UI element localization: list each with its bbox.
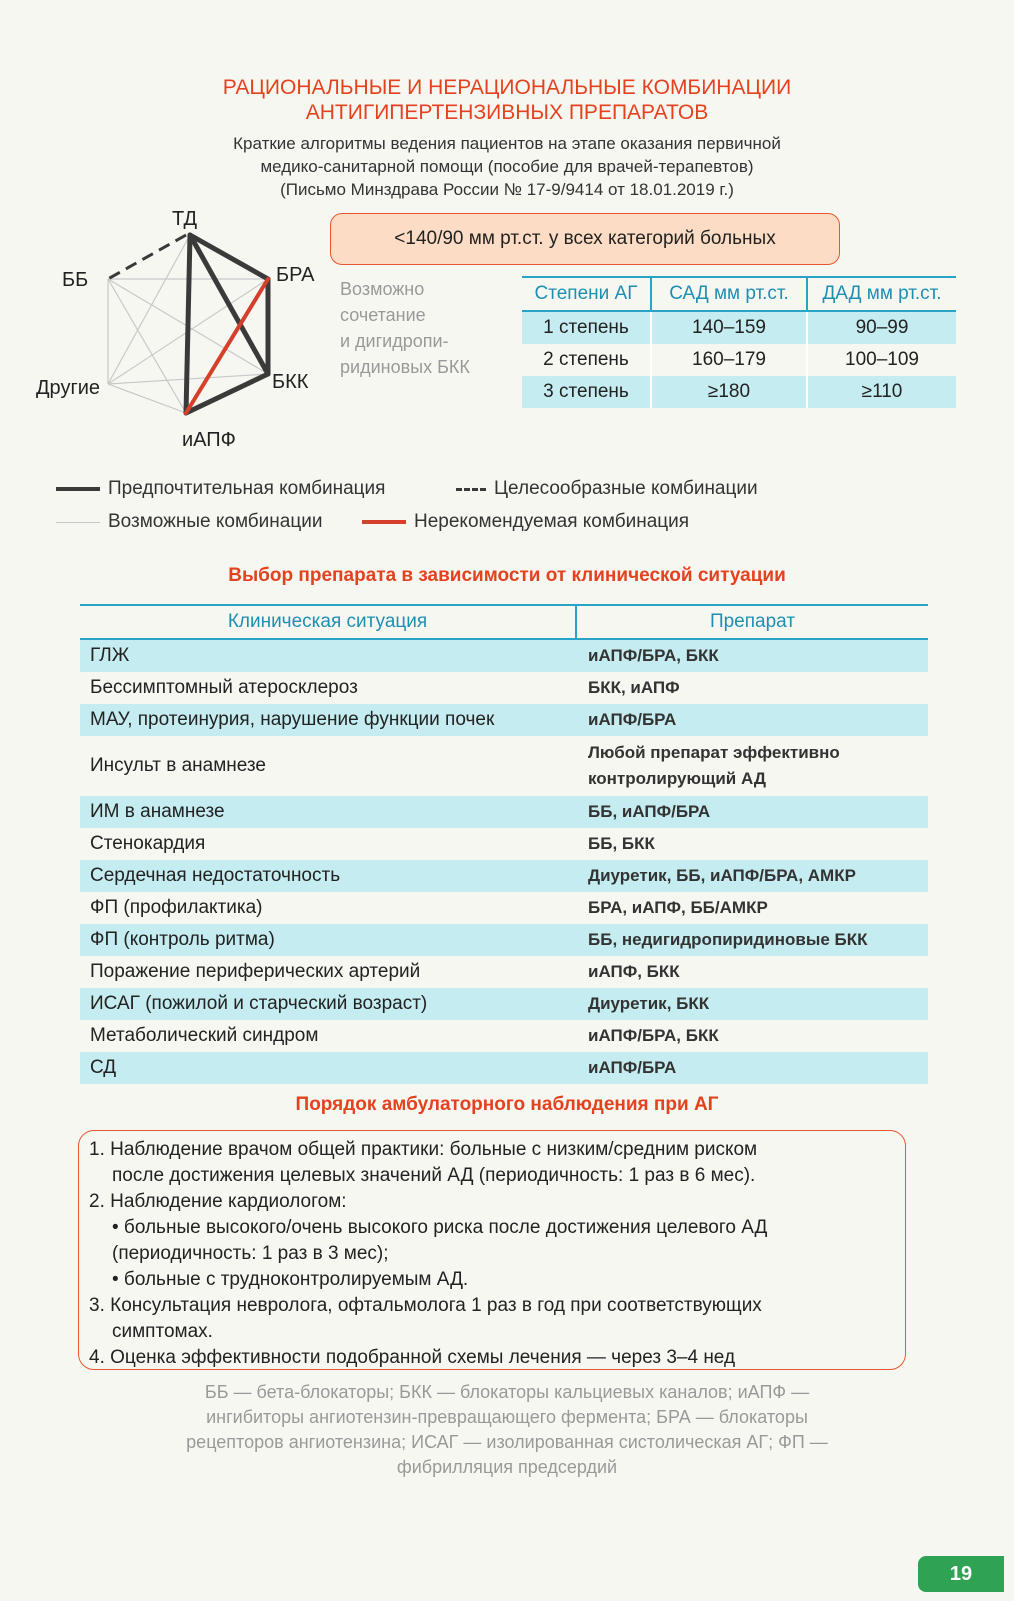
drug-cell: иАПФ/БРА — [576, 704, 928, 736]
drug-cell: ББ, БКК — [588, 834, 655, 853]
table-row — [80, 672, 928, 704]
edge-td-bb-expedient — [108, 235, 186, 279]
situation-cell: Метаболический синдром — [90, 1025, 319, 1046]
drug-cell: Диуретик, БКК — [576, 988, 928, 1020]
page-title-line1: РАЦИОНАЛЬНЫЕ И НЕРАЦИОНАЛЬНЫЕ КОМБИНАЦИИ — [222, 76, 792, 99]
page-title-line2: АНТИГИПЕРТЕНЗИВНЫХ ПРЕПАРАТОВ — [305, 101, 709, 124]
legend-label: Нерекомендуемая комбинация — [414, 511, 690, 532]
table-row — [80, 1052, 928, 1084]
observation-line: 3. Консультация невролога, офтальмолога 1 раз в год при соответствующих — [89, 1295, 762, 1316]
legend-expedient — [456, 478, 758, 500]
drug-cell: Диуретик, ББ, иАПФ/БРА, АМКР — [576, 860, 928, 892]
legend-swatch-expedient — [456, 488, 486, 491]
column-header: Степени АГ — [522, 276, 650, 312]
situation-cell: СД — [80, 1052, 576, 1084]
observation-section-title: Порядок амбулаторного наблюдения при АГ — [295, 1094, 719, 1115]
situation-cell: Бессимптомный атеросклероз — [90, 677, 358, 698]
target-bp-box: <140/90 мм рт.ст. у всех категорий больных — [330, 213, 840, 265]
hypertension-grade-table — [522, 276, 956, 408]
note-line: ридиновых БКК — [340, 357, 470, 377]
combination-diagram — [0, 200, 330, 460]
legend-swatch-preferred — [56, 487, 100, 491]
column-header: Препарат — [576, 605, 928, 639]
table-row — [80, 1020, 928, 1052]
drug-cell: иАПФ/БРА — [576, 1052, 928, 1084]
dbp-cell: 90–99 — [806, 312, 956, 344]
observation-line: 4. Оценка эффективности подобранной схемы лечения — через 3–4 нед — [89, 1347, 736, 1368]
drug-cell: ББ, недигидропиридиновые БКК — [576, 924, 928, 956]
situation-cell: Инсульт в анамнезе — [90, 755, 266, 776]
preferred-combination-lines — [186, 235, 268, 413]
table-row — [80, 956, 928, 988]
legend-label: Возможные комбинации — [108, 511, 323, 532]
clinical-situation-table — [80, 604, 928, 1084]
observation-line: 2. Наблюдение кардиологом: — [89, 1191, 347, 1212]
situation-cell: ГЛЖ — [80, 639, 576, 672]
node-label-iapf: иАПФ — [182, 429, 236, 451]
node-label-bkk: БКК — [272, 371, 309, 393]
grade-cell: 2 степень — [543, 349, 629, 370]
subtitle-line2: медико-санитарной помощи (пособие для врачей-терапевтов) — [260, 157, 754, 176]
note-line: Возможно — [340, 279, 425, 299]
column-header: САД мм рт.ст. — [650, 276, 806, 312]
node-label-td: ТД — [172, 208, 198, 230]
legend-swatch-not-recommended — [362, 520, 406, 524]
table-row — [522, 312, 956, 344]
footnote-line: ББ — бета-блокаторы; БКК — блокаторы кальциевых каналов; иАПФ — — [204, 1382, 810, 1402]
table-row — [522, 344, 956, 376]
situation-cell: МАУ, протеинурия, нарушение функции почек — [80, 704, 576, 736]
sbp-cell: 160–179 — [650, 344, 806, 376]
table-row — [80, 860, 928, 892]
situation-cell: Поражение периферических артерий — [90, 961, 421, 982]
drug-cell: Любой препарат эффективно контролирующий АД — [588, 743, 840, 788]
drug-cell: иАПФ, БКК — [588, 962, 680, 981]
node-label-bra: БРА — [276, 264, 315, 286]
legend-label: Целесообразные комбинации — [494, 478, 758, 499]
situation-cell: ИМ в анамнезе — [80, 796, 576, 828]
column-header: Клиническая ситуация — [80, 605, 576, 639]
subtitle-line1: Краткие алгоритмы ведения пациентов на этапе оказания первичной — [233, 134, 781, 153]
abbreviations-footnote — [0, 1380, 1014, 1480]
dbp-cell: ≥110 — [806, 376, 956, 408]
subtitle-line3: (Письмо Минздрава России № 17-9/9414 от 18.01.2019 г.) — [280, 180, 734, 199]
observation-line: • больные высокого/очень высокого риска после достижения целевого АД — [112, 1217, 768, 1238]
observation-line: 1. Наблюдение врачом общей практики: больные с низким/средним риском — [89, 1139, 758, 1160]
node-label-bb: ББ — [62, 269, 89, 291]
drug-cell: ББ, иАПФ/БРА — [576, 796, 928, 828]
table-row — [80, 828, 928, 860]
grade-cell: 3 степень — [522, 376, 650, 408]
legend-preferred — [56, 478, 385, 500]
situation-cell: ФП (контроль ритма) — [80, 924, 576, 956]
dbp-cell: 100–109 — [806, 344, 956, 376]
table-header-row — [522, 276, 956, 312]
situation-cell: Сердечная недостаточность — [80, 860, 576, 892]
legend-label: Предпочтительная комбинация — [108, 478, 386, 499]
node-label-other: Другие — [36, 377, 101, 399]
table-row — [80, 736, 928, 796]
drug-cell: БКК, иАПФ — [588, 678, 680, 697]
table-row — [522, 376, 956, 408]
table-row — [80, 639, 928, 672]
situation-cell: ИСАГ (пожилой и старческий возраст) — [80, 988, 576, 1020]
legend-possible — [56, 511, 322, 533]
observation-line: после достижения целевых значений АД (периодичность: 1 раз в 6 мес). — [112, 1165, 756, 1186]
page-number: 19 — [918, 1556, 1004, 1592]
note-line: и дигидропи- — [340, 331, 449, 351]
table-row — [80, 988, 928, 1020]
drug-cell: иАПФ/БРА, БКК — [576, 639, 928, 672]
observation-line: (периодичность: 1 раз в 3 мес); — [112, 1243, 389, 1264]
footnote-line: фибрилляция предсердий — [396, 1457, 618, 1477]
dihydropyridine-note — [340, 276, 470, 380]
observation-line: • больные с трудноконтролируемым АД. — [112, 1269, 469, 1290]
drug-cell: иАПФ/БРА, БКК — [588, 1026, 719, 1045]
observation-line: симптомах. — [112, 1321, 213, 1342]
table-row — [80, 796, 928, 828]
footnote-line: рецепторов ангиотензина; ИСАГ — изолированная систолическая АГ; ФП — — [186, 1432, 828, 1452]
grade-cell: 1 степень — [522, 312, 650, 344]
situation-cell: Стенокардия — [90, 833, 206, 854]
clinical-section-title: Выбор препарата в зависимости от клинической ситуации — [228, 565, 786, 586]
legend-swatch-possible — [56, 522, 100, 523]
legend-not-recommended — [362, 511, 689, 533]
column-header: ДАД мм рт.ст. — [806, 276, 956, 312]
situation-cell: ФП (профилактика) — [90, 897, 263, 918]
drug-cell: БРА, иАПФ, ББ/АМКР — [588, 898, 768, 917]
table-row — [80, 892, 928, 924]
table-header-row — [80, 605, 928, 639]
footnote-line: ингибиторы ангиотензин-превращающего фермента; БРА — блокаторы — [206, 1407, 808, 1427]
sbp-cell: 140–159 — [650, 312, 806, 344]
table-row — [80, 704, 928, 736]
sbp-cell: ≥180 — [650, 376, 806, 408]
note-line: сочетание — [340, 305, 426, 325]
table-row — [80, 924, 928, 956]
observation-box — [78, 1130, 906, 1370]
